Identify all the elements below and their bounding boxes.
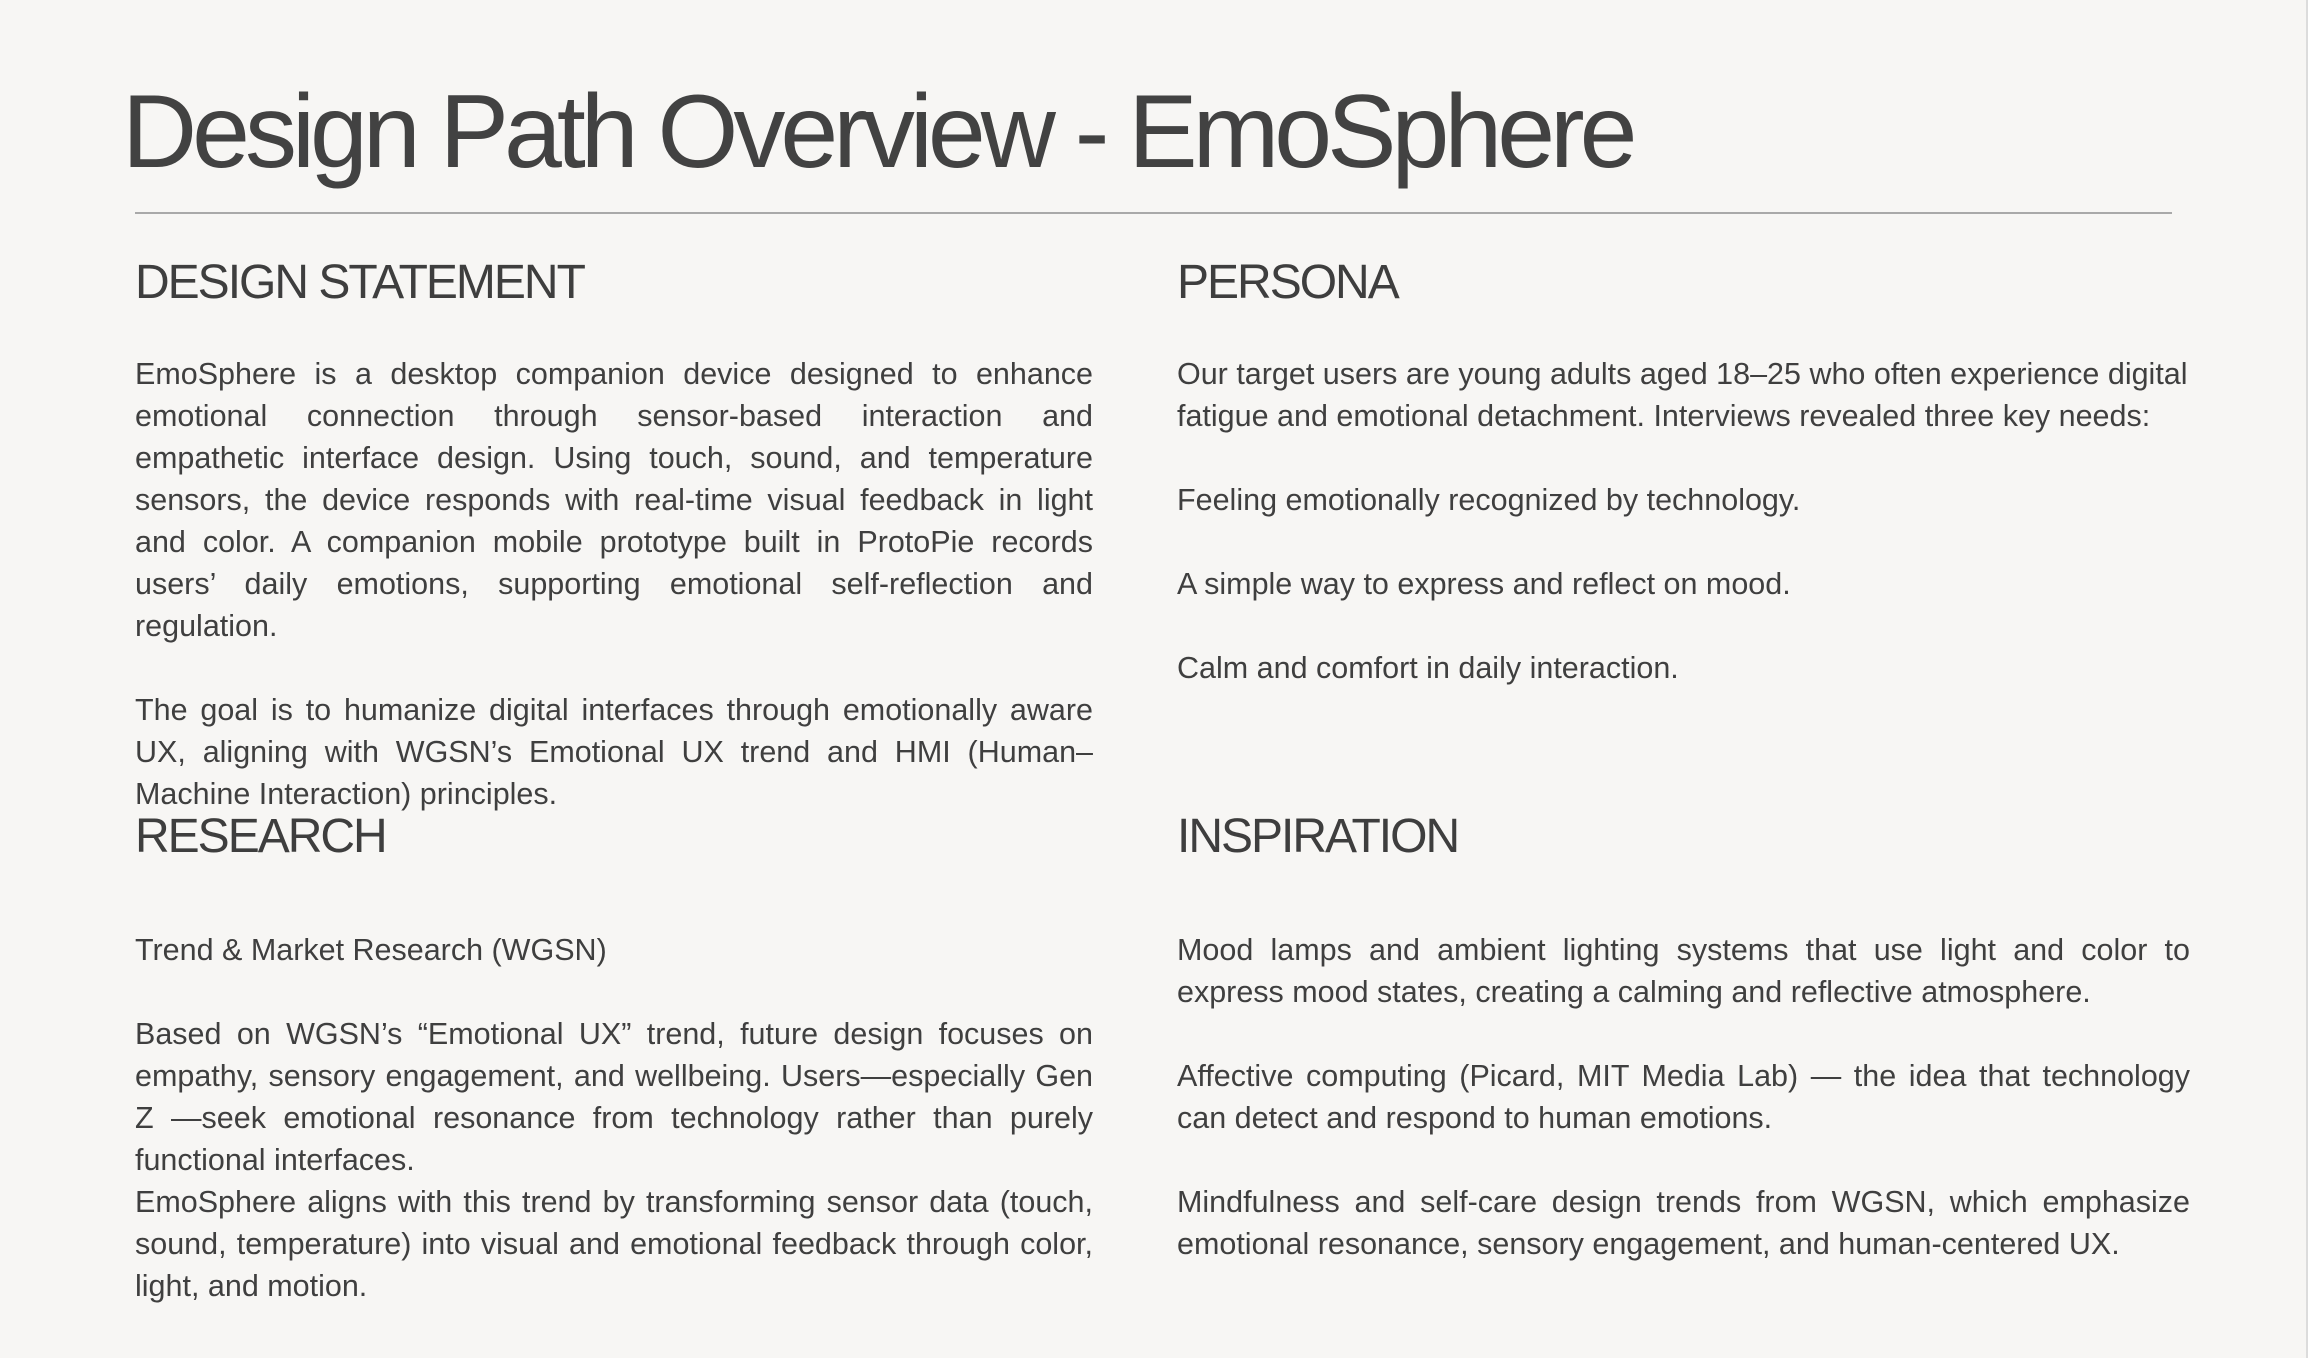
title-divider xyxy=(135,212,2172,214)
research-body xyxy=(135,929,1093,1307)
inspiration-paragraph: Affective computing (Picard, MIT Media Lab) — the idea that technology can detect and respond to human emotions. xyxy=(1177,1059,2190,1135)
research-heading: RESEARCH xyxy=(135,810,386,863)
inspiration-body xyxy=(1177,929,2190,1265)
inspiration-paragraph: Mindfulness and self-care design trends from WGSN, which emphasize emotional resonance, sensory engagement, and human-centered UX. xyxy=(1177,1185,2190,1261)
research-paragraph: Based on WGSN’s “Emotional UX” trend, future design focuses on empathy, sensory engagement, and wellbeing. Users—especially Gen Z —seek emotional resonance from technology rather than purely functional interfaces. xyxy=(135,1017,1093,1177)
persona-heading: PERSONA xyxy=(1177,256,1398,309)
persona-need: Calm and comfort in daily interaction. xyxy=(1177,651,1679,685)
persona-section xyxy=(1177,253,2190,689)
inspiration-section xyxy=(1177,807,2190,1265)
design-statement-section xyxy=(135,253,1093,815)
research-paragraph: EmoSphere aligns with this trend by transforming sensor data (touch, sound, temperature) into visual and emotional feedback through color, light, and motion. xyxy=(135,1185,1093,1303)
design-statement-heading: DESIGN STATEMENT xyxy=(135,256,584,309)
design-statement-paragraph: The goal is to humanize digital interfaces through emotionally aware UX, aligning with WGSN’s Emotional UX trend and HMI (Human–Machine Interaction) principles. xyxy=(135,693,1093,811)
design-statement-paragraph: EmoSphere is a desktop companion device designed to enhance emotional connection through sensor-based interaction and empathetic interface design. Using touch, sound, and temperature sensors, the device responds with real-time visual feedback in light and color. A companion mobile prototype built in ProtoPie records users’ daily emotions, supporting emotional self-reflection and regulation. xyxy=(135,357,1093,643)
persona-body xyxy=(1177,353,2190,689)
research-subheading: Trend & Market Research (WGSN) xyxy=(135,933,607,967)
research-section xyxy=(135,807,1093,1307)
page-title: Design Path Overview - EmoSphere xyxy=(122,74,1633,190)
persona-need: Feeling emotionally recognized by technology. xyxy=(1177,483,1801,517)
inspiration-paragraph: Mood lamps and ambient lighting systems that use light and color to express mood states, creating a calming and reflective atmosphere. xyxy=(1177,933,2190,1009)
design-statement-body xyxy=(135,353,1093,815)
persona-need: A simple way to express and reflect on mood. xyxy=(1177,567,1791,601)
inspiration-heading: INSPIRATION xyxy=(1177,810,1459,863)
persona-intro: Our target users are young adults aged 18–25 who often experience digital fatigue and emotional detachment. Interviews revealed three key needs: xyxy=(1177,357,2188,433)
